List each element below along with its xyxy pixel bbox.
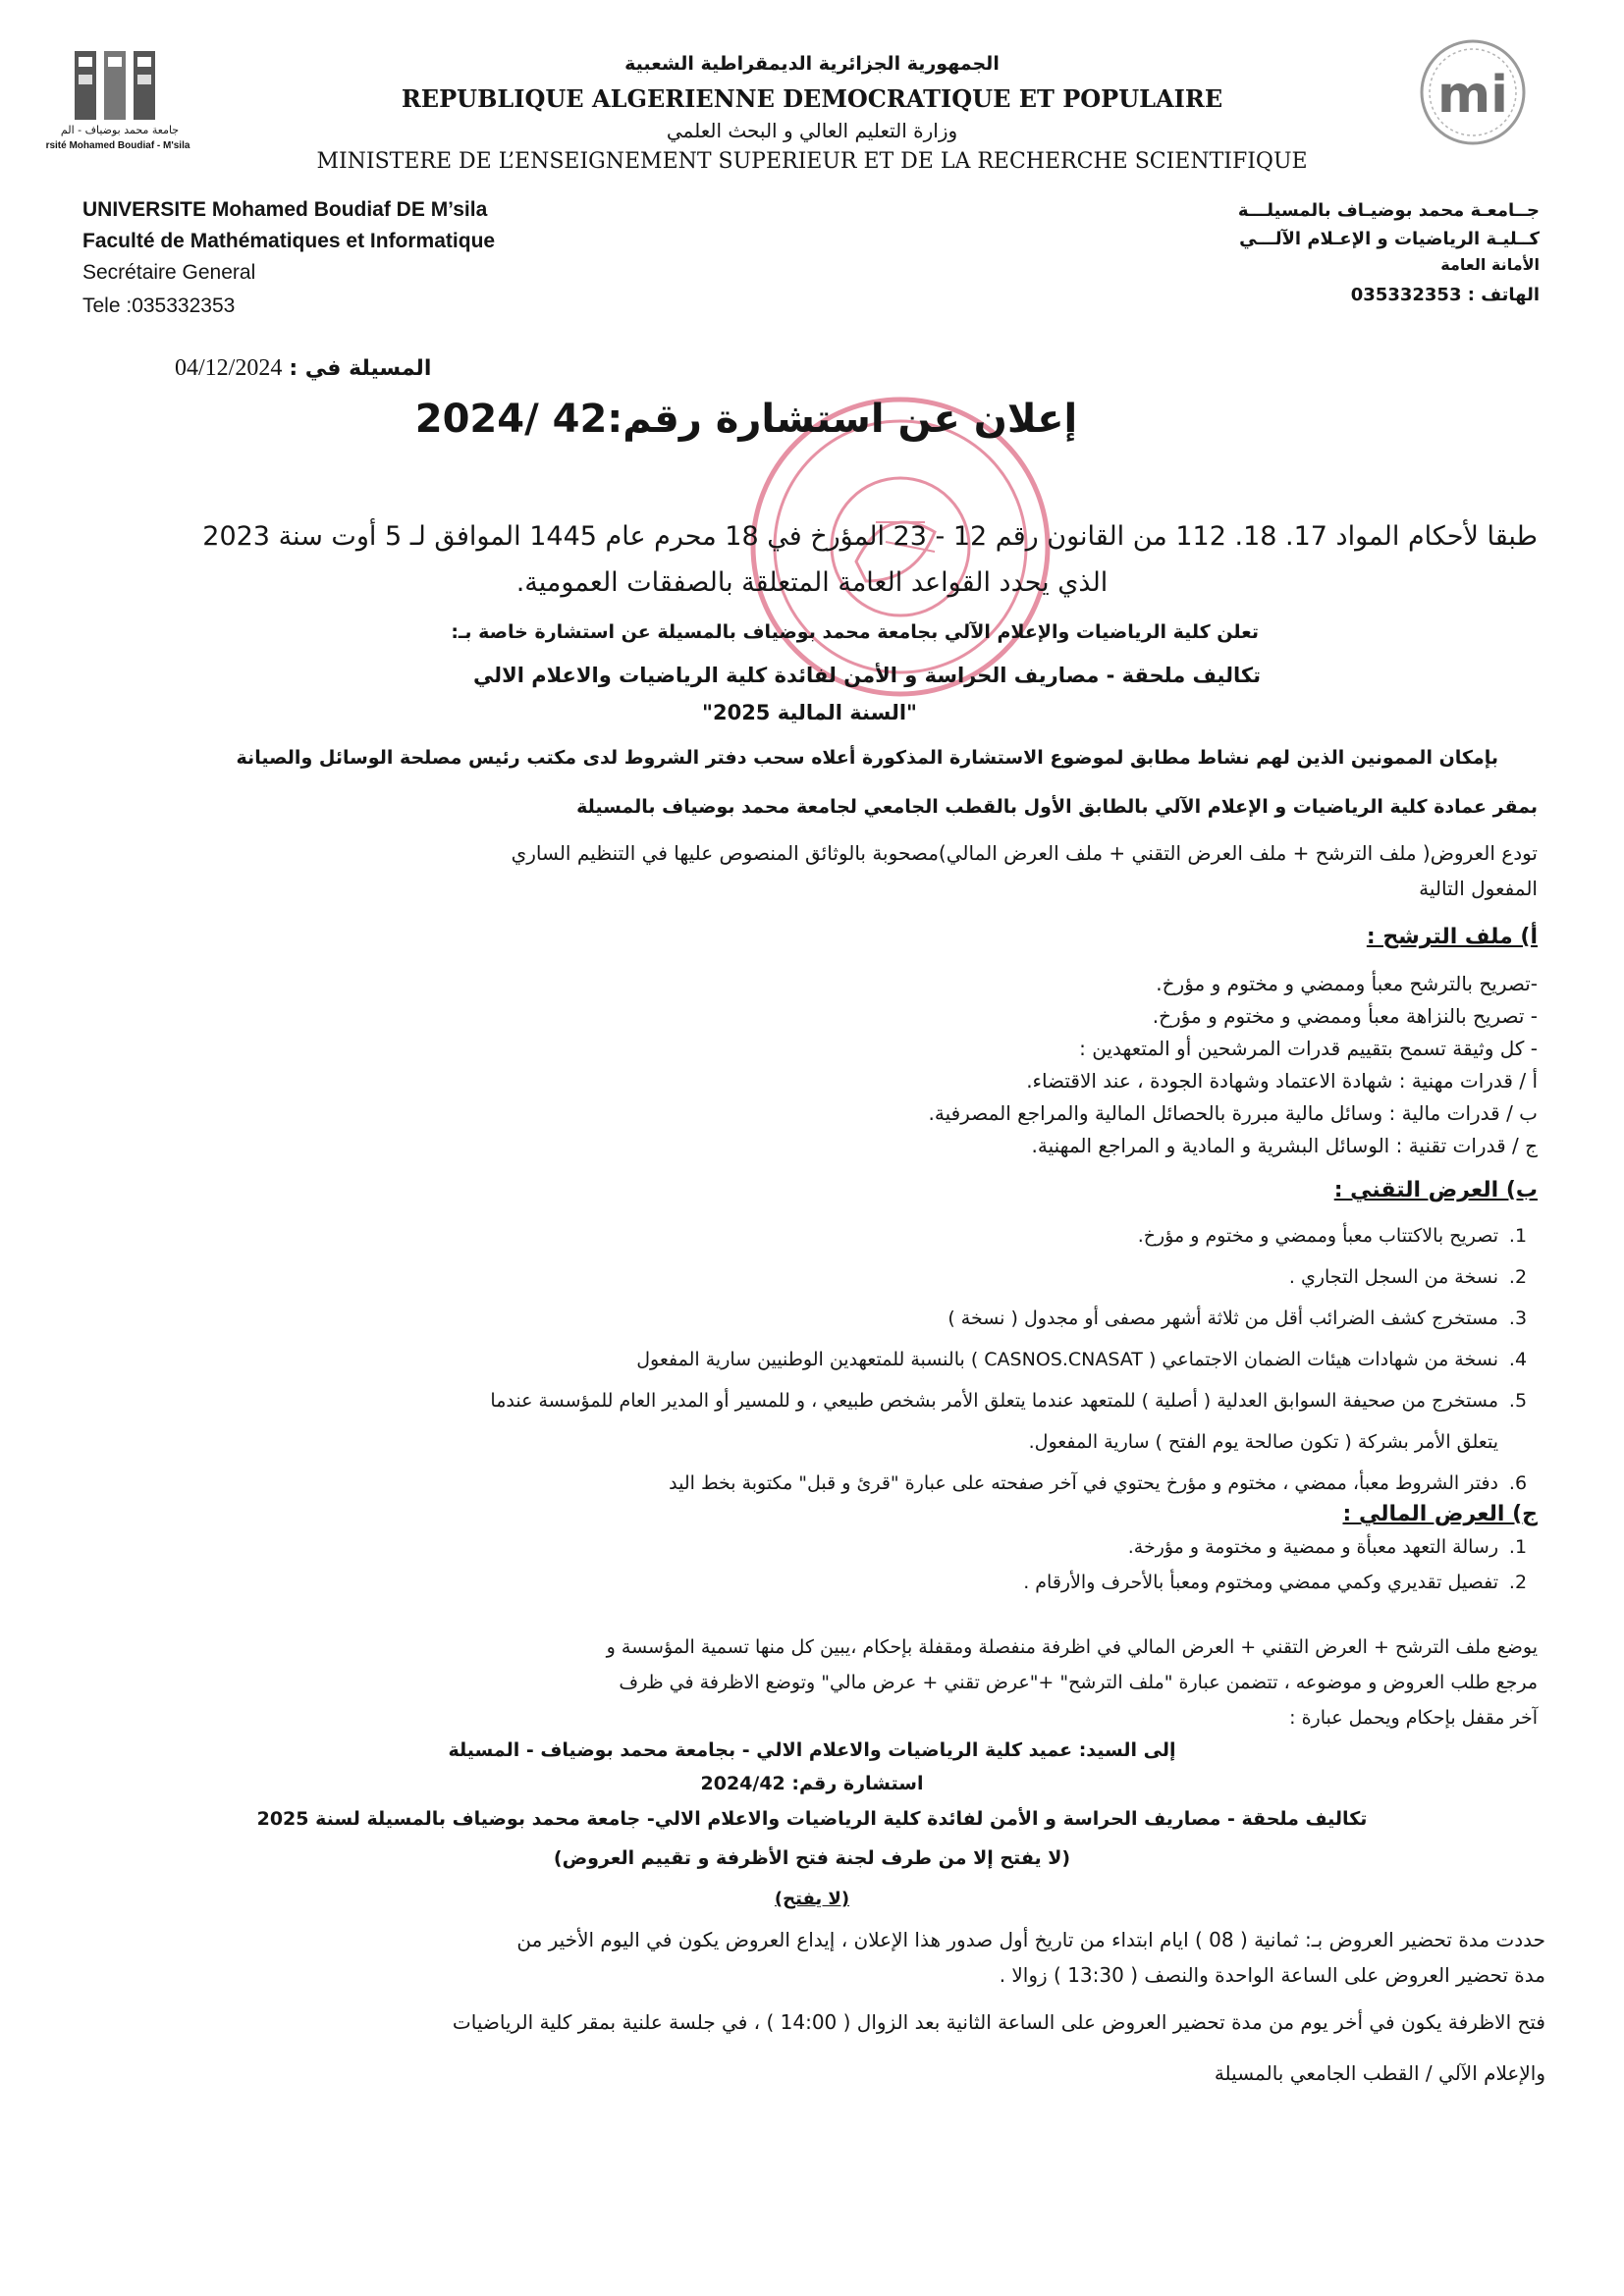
header-university-fr: UNIVERSITE Mohamed Boudiaf DE M’sila	[82, 198, 488, 221]
envelope-line: يوضع ملف الترشح + العرض التقني + العرض المالي في اظرفة منفصلة ومقفلة بإحكام ،يبين كل منها تسمية المؤسسة و	[606, 1636, 1538, 1658]
section-a-item: أ / قدرات مهنية : شهادة الاعتماد وشهادة الجودة ، عند الاقتضاء.	[1026, 1069, 1538, 1093]
address-line-2: استشارة رقم: 2024/42	[700, 1773, 924, 1794]
faculty-logo-text: mi	[1436, 66, 1509, 125]
section-a-item: - كل وثيقة تسمح بتقييم قدرات المرشحين أو المتعهدين :	[1079, 1037, 1538, 1060]
header-faculty-ar: كــليـة الرياضيات و الإعـلام الآلـــي	[1239, 229, 1540, 249]
logo-caption-ar: جامعة محمد بوضياف - الم	[60, 124, 180, 136]
header-republic-ar: الجمهورية الجزائرية الديمقراطية الشعبية	[624, 53, 1000, 75]
envelope-line: آخر مقفل بإحكام ويحمل عبارة :	[1289, 1707, 1538, 1729]
date-label: المسيلة في :	[289, 356, 432, 381]
announce-line-3: "السنة المالية 2025"	[702, 701, 917, 724]
section-a-item: -تصريح بالترشح معبأ وممضي و مختوم و مؤرخ.	[1156, 972, 1538, 995]
section-b-item-cont: يتعلق الأمر بشركة ( تكون صالحة يوم الفتح ) سارية المفعول.	[1028, 1431, 1498, 1453]
deposit-line-2: المفعول التالية	[1419, 877, 1538, 900]
announce-line-1: تعلن كلية الرياضيات والإعلام الآلي بجامعة محمد بوضياف بالمسيلة عن استشارة خاصة بـ:	[451, 621, 1259, 643]
opening-paragraph	[53, 1997, 1545, 2099]
section-c-list	[1023, 1529, 1538, 1600]
section-c-item: 2.تفصيل تقديري وكمي ممضي ومختوم ومعبأ بالأحرف والأرقام .	[1023, 1572, 1528, 1593]
date-line	[175, 355, 431, 382]
logo-caption-fr: rsité Mohamed Boudiaf - M'sila	[45, 140, 190, 151]
deposit-line-1: تودع العروض( ملف الترشح + ملف العرض التقني + ملف العرض المالي)مصحوبة بالوثائق المنصوص عليها في التنظيم الساري	[511, 841, 1538, 865]
duration-line: مدة تحضير العروض على الساعة الواحدة والنصف ( 13:30 ) زوالا .	[999, 1963, 1545, 1987]
section-b-item: 6.دفتر الشروط معبأ، ممضي ، مختوم و مؤرخ يحتوي في آخر صفحته على عبارة "قرئ و قبل" مكتوبة بخط اليد	[669, 1472, 1528, 1494]
opening-line: والإعلام الآلي / القطب الجامعي بالمسيلة	[1214, 2061, 1545, 2085]
date-value: 04/12/2024	[175, 355, 283, 381]
address-line-4: (لا يفتح إلا من طرف لجنة فتح الأظرفة و تقييم العروض)	[553, 1847, 1071, 1869]
section-c-heading: ج) العرض المالي :	[1342, 1502, 1538, 1526]
envelope-paragraph	[65, 1629, 1538, 1735]
envelope-line: مرجع طلب العروض و موضوعه ، تتضمن عبارة "ملف الترشح" +"عرض تقني + عرض مالي" وتوضع الاظرفة في ظرف	[619, 1672, 1538, 1693]
intro-line-2: الذي يحدد القواعد العامة المتعلقة بالصفقات العمومية.	[515, 567, 1109, 598]
header-ministry-fr: MINISTERE DE L’ENSEIGNEMENT SUPERIEUR ET DE LA RECHERCHE SCIENTIFIQUE	[316, 149, 1308, 174]
section-b-item: 4.نسخة من شهادات هيئات الضمان الاجتماعي ( CASNOS.CNASAT ) بالنسبة للمتعهدين الوطنيين سارية المفعول	[636, 1349, 1528, 1370]
header-secretariat-ar: الأمانة العامة	[1440, 255, 1540, 274]
address-line-1: إلى السيد: عميد كلية الرياضيات والاعلام الالي - بجامعة محمد بوضياف - المسيلة	[448, 1739, 1176, 1761]
section-a-item: ب / قدرات مالية : وسائل مالية مبررة بالحصائل المالية والمراجع المصرفية.	[928, 1101, 1538, 1125]
section-b-item: 1.تصريح بالاكتتاب معبأ وممضي و مختوم و مؤرخ.	[1137, 1225, 1528, 1247]
header-tele-fr: Tele :035332353	[82, 294, 236, 317]
header-faculty-fr: Faculté de Mathématiques et Informatique	[82, 230, 496, 252]
section-a-list	[928, 968, 1538, 1162]
opening-line: فتح الاظرفة يكون في أخر يوم من مدة تحضير العروض على الساعة الثانية بعد الزوال ( 14:00 ) ، في جلسة علنية بمقر كلية الرياضيات	[452, 2010, 1545, 2034]
section-b-item: 5.مستخرج من صحيفة السوابق العدلية ( أصلية ) للمتعهد عندما يتعلق الأمر بشخص طبيعي ، و للمسير أو المدير العام للمؤسسة عندما	[490, 1390, 1528, 1412]
section-b-item: 3.مستخرج كشف الضرائب أقل من ثلاثة أشهر مصفى أو مجدول ( نسخة )	[947, 1308, 1528, 1329]
section-a-heading: أ) ملف الترشح :	[1366, 925, 1538, 949]
duration-paragraph	[53, 1922, 1545, 1993]
intro-line-1: طبقا لأحكام المواد 17. 18. 112 من القانون رقم 12 - 23 المؤرخ في 18 محرم عام 1445 الموافق لـ 5 أوت سنة 2023	[202, 521, 1538, 552]
section-a-item: - تصريح بالنزاهة معبأ وممضي و مختوم و مؤرخ.	[1152, 1004, 1538, 1028]
section-b-heading: ب) العرض التقني :	[1333, 1178, 1538, 1202]
address-line-5: (لا يفتح)	[774, 1889, 850, 1909]
suppliers-line-1: بإمكان الممونين الذين لهم نشاط مطابق لموضوع الاستشارة المذكورة أعلاه سحب دفتر الشروط لدى مكتب رئيس مصلحة الوسائل والصيانة	[236, 747, 1498, 769]
announce-line-2: تكاليف ملحقة - مصاريف الحراسة و الأمن لفائدة كلية الرياضيات والاعلام الالي	[472, 664, 1261, 687]
section-c-item: 1.رسالة التعهد معبأة و ممضية و مختومة و مؤرخة.	[1127, 1536, 1528, 1558]
duration-line: حددت مدة تحضير العروض بـ: ثمانية ( 08 ) ايام ابتداء من تاريخ أول صدور هذا الإعلان ، إيداع العروض يكون في اليوم الأخير من	[516, 1928, 1545, 1951]
section-b-list	[65, 1215, 1538, 1504]
header-secretary-fr: Secrétaire General	[82, 261, 256, 284]
suppliers-line-2: بمقر عمادة كلية الرياضيات و الإعلام الآلي بالطابق الأول بالقطب الجامعي لجامعة محمد بوضياف بالمسيلة	[576, 796, 1538, 818]
header-ministry-ar: وزارة التعليم العالي و البحث العلمي	[666, 119, 958, 142]
section-b-item: 2.نسخة من السجل التجاري .	[1288, 1266, 1528, 1288]
section-a-item: ج / قدرات تقنية : الوسائل البشرية و المادية و المراجع المهنية.	[1031, 1134, 1538, 1157]
header-republic-fr: REPUBLIQUE ALGERIENNE DEMOCRATIQUE ET POPULAIRE	[401, 84, 1223, 113]
header-phone-ar: الهاتف : 035332353	[1350, 285, 1540, 305]
header-university-ar: جــامعـة محمد بوضيـاف بالمسيلـــة	[1237, 200, 1540, 221]
page-title: إعلان عن استشارة رقم:42 /2024	[414, 397, 1078, 442]
address-line-3: تكاليف ملحقة - مصاريف الحراسة و الأمن لفائدة كلية الرياضيات والاعلام الالي- جامعة محمد بوضياف بالمسيلة لسنة 2025	[256, 1808, 1368, 1830]
